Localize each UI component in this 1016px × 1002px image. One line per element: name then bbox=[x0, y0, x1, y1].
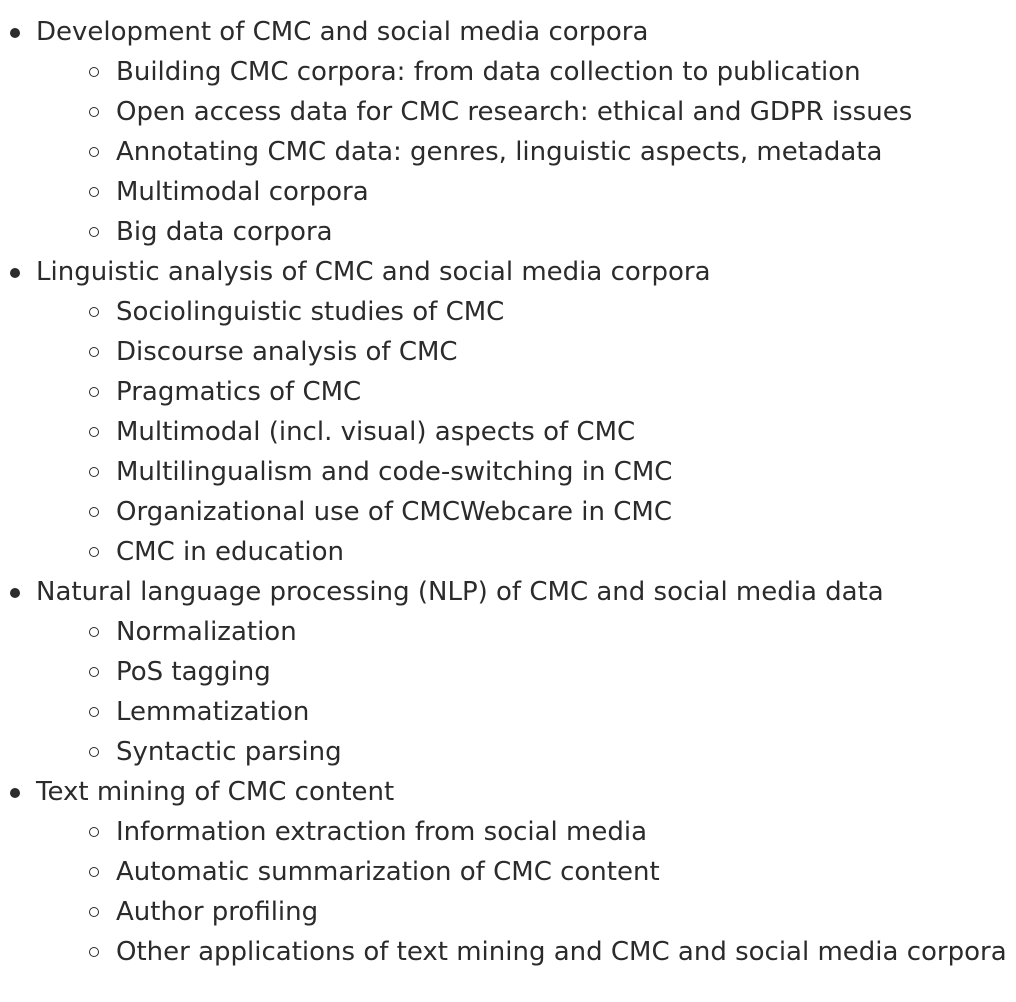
subtopic-item bbox=[0, 452, 1016, 492]
topic-item bbox=[0, 12, 1016, 252]
subtopic-list bbox=[0, 612, 1016, 772]
topic-label: Development of CMC and social media corpora bbox=[36, 17, 649, 47]
topic-heading bbox=[0, 12, 1016, 52]
subtopic-item bbox=[0, 812, 1016, 852]
bullet-circle-icon bbox=[89, 67, 99, 77]
topic-label: Text mining of CMC content bbox=[36, 777, 395, 807]
subtopic-list bbox=[0, 812, 1016, 972]
bullet-circle-icon bbox=[89, 427, 99, 437]
subtopic-item bbox=[0, 492, 1016, 532]
topic-item bbox=[0, 772, 1016, 972]
topic-heading bbox=[0, 252, 1016, 292]
bullet-circle-icon bbox=[89, 387, 99, 397]
subtopic-item bbox=[0, 692, 1016, 732]
bullet-circle-icon bbox=[89, 947, 99, 957]
subtopic-label: Organizational use of CMCWebcare in CMC bbox=[116, 497, 672, 527]
subtopic-label: PoS tagging bbox=[116, 657, 271, 687]
bullet-circle-icon bbox=[89, 867, 99, 877]
bullet-circle-icon bbox=[89, 627, 99, 637]
subtopic-label: CMC in education bbox=[116, 537, 344, 567]
subtopic-label: Other applications of text mining and CMC and social media corpora bbox=[116, 937, 1007, 967]
bullet-circle-icon bbox=[89, 907, 99, 917]
subtopic-item bbox=[0, 612, 1016, 652]
subtopic-item bbox=[0, 892, 1016, 932]
subtopic-item bbox=[0, 932, 1016, 972]
topic-heading bbox=[0, 572, 1016, 612]
subtopic-label: Normalization bbox=[116, 617, 297, 647]
bullet-circle-icon bbox=[89, 307, 99, 317]
topic-list bbox=[0, 12, 1016, 972]
topic-item bbox=[0, 252, 1016, 572]
subtopic-label: Lemmatization bbox=[116, 697, 310, 727]
subtopic-label: Syntactic parsing bbox=[116, 737, 342, 767]
bullet-disc-icon bbox=[10, 588, 20, 598]
subtopic-label: Sociolinguistic studies of CMC bbox=[116, 297, 505, 327]
topic-heading bbox=[0, 772, 1016, 812]
bullet-circle-icon bbox=[89, 707, 99, 717]
bullet-circle-icon bbox=[89, 147, 99, 157]
bullet-circle-icon bbox=[89, 347, 99, 357]
subtopic-list bbox=[0, 52, 1016, 252]
bullet-circle-icon bbox=[89, 547, 99, 557]
subtopic-label: Discourse analysis of CMC bbox=[116, 337, 458, 367]
subtopic-label: Automatic summarization of CMC content bbox=[116, 857, 660, 887]
subtopic-label: Author profiling bbox=[116, 897, 319, 927]
subtopic-label: Information extraction from social media bbox=[116, 817, 648, 847]
subtopic-item bbox=[0, 652, 1016, 692]
subtopic-label: Multimodal (incl. visual) aspects of CMC bbox=[116, 417, 636, 447]
bullet-circle-icon bbox=[89, 827, 99, 837]
subtopic-label: Multimodal corpora bbox=[116, 177, 369, 207]
subtopic-item bbox=[0, 212, 1016, 252]
bullet-circle-icon bbox=[89, 747, 99, 757]
subtopic-item bbox=[0, 52, 1016, 92]
subtopic-item bbox=[0, 732, 1016, 772]
bullet-disc-icon bbox=[10, 28, 20, 38]
subtopic-label: Pragmatics of CMC bbox=[116, 377, 362, 407]
subtopic-item bbox=[0, 132, 1016, 172]
subtopic-item bbox=[0, 172, 1016, 212]
subtopic-label: Multilingualism and code-switching in CMC bbox=[116, 457, 673, 487]
topic-item bbox=[0, 572, 1016, 772]
topic-label: Natural language processing (NLP) of CMC and social media data bbox=[36, 577, 884, 607]
bullet-circle-icon bbox=[89, 187, 99, 197]
subtopic-item bbox=[0, 532, 1016, 572]
subtopic-label: Open access data for CMC research: ethical and GDPR issues bbox=[116, 97, 913, 127]
bullet-circle-icon bbox=[89, 507, 99, 517]
bullet-disc-icon bbox=[10, 268, 20, 278]
subtopic-label: Big data corpora bbox=[116, 217, 333, 247]
subtopic-list bbox=[0, 292, 1016, 572]
subtopic-label: Building CMC corpora: from data collection to publication bbox=[116, 57, 861, 87]
bullet-disc-icon bbox=[10, 788, 20, 798]
bullet-circle-icon bbox=[89, 467, 99, 477]
subtopic-item bbox=[0, 372, 1016, 412]
subtopic-item bbox=[0, 412, 1016, 452]
subtopic-item bbox=[0, 292, 1016, 332]
bullet-circle-icon bbox=[89, 667, 99, 677]
subtopic-item bbox=[0, 332, 1016, 372]
topic-label: Linguistic analysis of CMC and social media corpora bbox=[36, 257, 711, 287]
bullet-circle-icon bbox=[89, 227, 99, 237]
subtopic-item bbox=[0, 852, 1016, 892]
subtopic-item bbox=[0, 92, 1016, 132]
bullet-circle-icon bbox=[89, 107, 99, 117]
subtopic-label: Annotating CMC data: genres, linguistic aspects, metadata bbox=[116, 137, 883, 167]
